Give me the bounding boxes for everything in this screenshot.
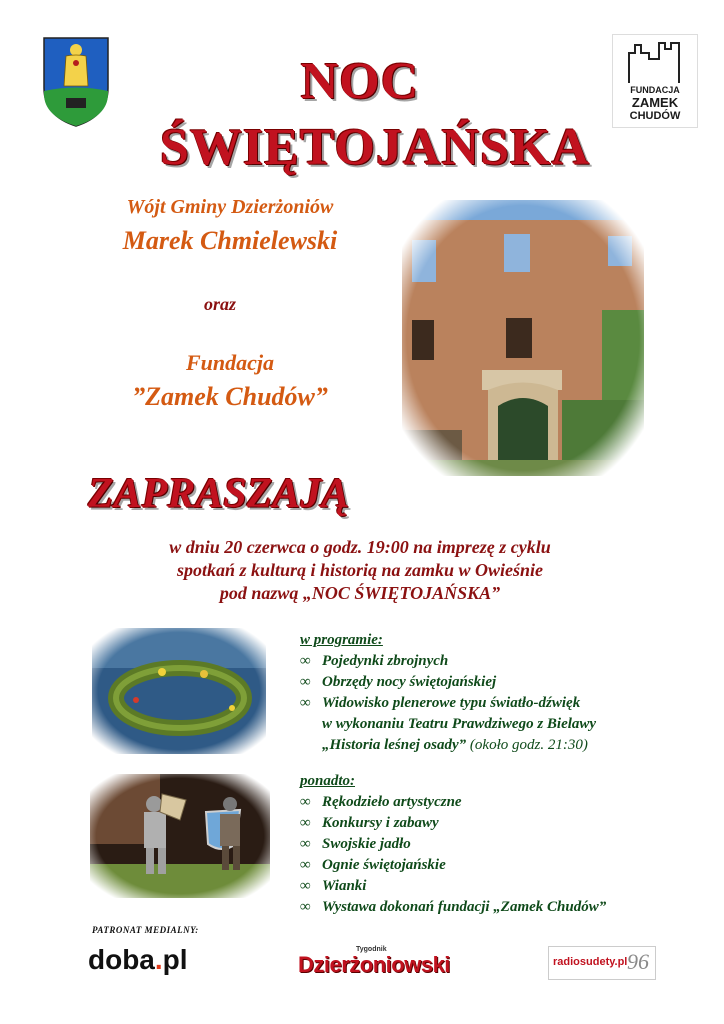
castle-outline-icon — [623, 39, 687, 85]
infinity-bullet-icon: ∞ — [300, 857, 311, 873]
infinity-bullet-icon: ∞ — [300, 815, 311, 831]
program-heading: w programie: — [300, 632, 383, 648]
media-patronage-label: PATRONAT MEDIALNY: — [92, 925, 199, 935]
doba-text: doba — [88, 944, 155, 975]
invite-line-2: spotkań z kulturą i historią na zamku w Owieśnie — [176, 560, 544, 580]
list-item-label: Konkursy i zabawy — [322, 815, 439, 831]
list-item-continuation: w wykonaniu Teatru Prawdziwego z Bielawy — [322, 716, 597, 732]
invite-line-3: pod nazwą „NOC ŚWIĘTOJAŃSKA” — [219, 583, 501, 603]
list-item — [300, 855, 700, 876]
list-item — [300, 672, 700, 693]
host-wojt-label: Wójt Gminy Dzierżoniów — [126, 196, 334, 218]
event-title-line2: ŚWIĘTOJAŃSKA — [159, 119, 591, 176]
list-item-label: Ognie świętojańskie — [322, 857, 446, 873]
infinity-bullet-icon: ∞ — [300, 653, 311, 669]
castle-ruin-photo — [402, 200, 644, 476]
host-name: Marek Chmielewski — [122, 226, 338, 255]
radio-frequency-label: 96 — [627, 949, 649, 974]
show-title: „Historia leśnej osady” — [322, 737, 467, 753]
infinity-bullet-icon: ∞ — [300, 674, 311, 690]
logo-text-chudow: CHUDÓW — [629, 110, 681, 122]
logo-text-fundacja: FUNDACJA — [630, 85, 680, 95]
doba-pl-text: pl — [162, 944, 188, 975]
list-item-label: Obrzędy nocy świętojańskiej — [322, 674, 497, 690]
doba-dot: . — [154, 944, 163, 975]
infinity-bullet-icon: ∞ — [300, 836, 311, 852]
knights-duel-photo — [90, 774, 270, 898]
additional-heading: ponadto: — [300, 773, 356, 789]
radio-sudety-label: radiosudety.pl — [553, 956, 628, 968]
list-item — [300, 813, 700, 834]
list-item — [300, 876, 700, 897]
coat-of-arms-logo — [42, 36, 110, 128]
wreath-on-water-photo — [92, 628, 266, 754]
list-item-label: Swojskie jadło — [322, 836, 411, 852]
program-list — [300, 630, 700, 756]
radio-sudety-logo — [548, 946, 656, 980]
list-item-label: Rękodzieło artystyczne — [322, 794, 462, 810]
doba-pl-logo — [88, 944, 188, 976]
list-item — [300, 834, 700, 855]
list-item-label: Wianki — [322, 878, 367, 894]
infinity-bullet-icon: ∞ — [300, 899, 311, 915]
list-item-label: Wystawa dokonań fundacji „Zamek Chudów” — [322, 899, 607, 915]
additional-list — [300, 771, 700, 918]
list-item — [300, 693, 700, 714]
list-item-label: Widowisko plenerowe typu światło-dźwięk — [322, 695, 581, 711]
tygodnik-dzierzoniowski-logo — [298, 946, 450, 977]
foundation-label: Fundacja — [185, 350, 275, 375]
list-item — [300, 651, 700, 672]
invite-line-1: w dniu 20 czerwca o godz. 19:00 na imprezę z cyklu — [169, 537, 551, 557]
list-item-continuation — [300, 735, 700, 756]
infinity-bullet-icon: ∞ — [300, 695, 311, 711]
dzierzoniowski-label: Dzierżoniowski — [298, 952, 450, 977]
host-conjunction: oraz — [203, 294, 236, 314]
infinity-bullet-icon: ∞ — [300, 794, 311, 810]
event-title-line1: NOC — [300, 53, 420, 110]
list-item — [300, 792, 700, 813]
list-item — [300, 897, 700, 918]
logo-text-zamek: ZAMEK — [631, 95, 679, 110]
tygodnik-label: Tygodnik — [356, 946, 387, 953]
foundation-logo — [612, 34, 698, 128]
infinity-bullet-icon: ∞ — [300, 878, 311, 894]
show-time: (około godz. 21:30) — [466, 737, 588, 753]
invite-heading: ZAPRASZAJĄ — [88, 471, 350, 517]
foundation-name: ”Zamek Chudów” — [132, 382, 328, 411]
list-item-label: Pojedynki zbrojnych — [322, 653, 449, 669]
